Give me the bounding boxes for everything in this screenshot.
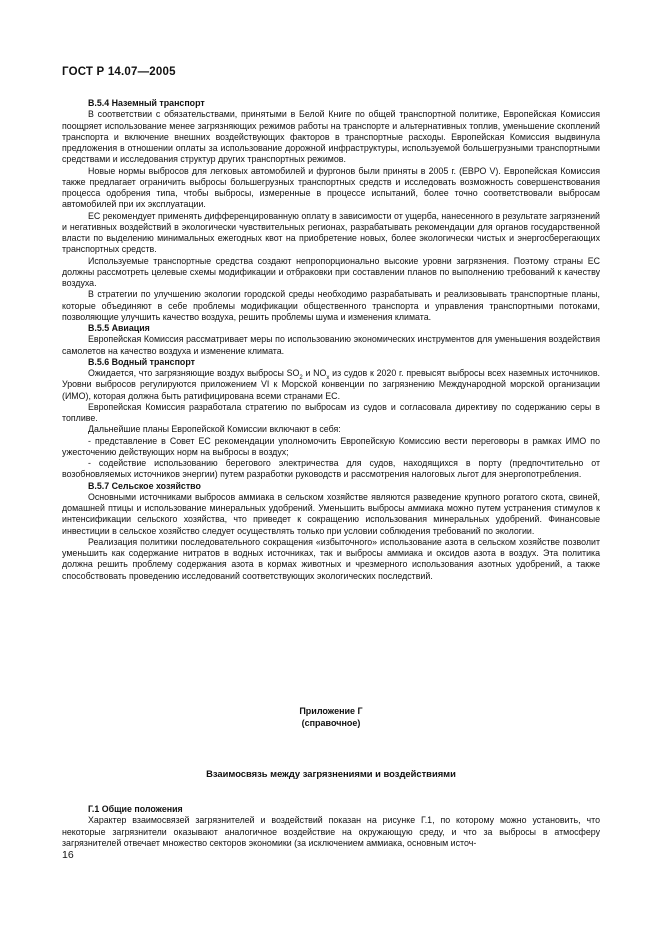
paragraph: В соответствии с обязательствами, принятыми в Белой Книге по общей транспортной политике, Европейская Комиссия поощряет использование менее загрязняющих режимов работы на транспорте и альтернативных топлив, уменьшение скоплений транспорта и включение внешних воздействующих факторов в транспортные расходы. Европейская Комиссия выдвинула предложения в отношении оплаты за использование дорожной инфраструктуры, используемой большегрузными транспортными средствами и исследования структур других транспортных режимов. bbox=[62, 109, 600, 165]
paragraph-text-part: Ожидается, что загрязняющие воздух выбросы SO bbox=[88, 368, 300, 378]
subscript: x bbox=[326, 374, 330, 381]
list-item: - представление в Совет ЕС рекомендации уполномочить Европейскую Комиссию вести переговоры в рамках ИМО по ужесточению действующих норм на выбросы в воздух; bbox=[62, 435, 600, 457]
paragraph: Европейская Комиссия разработала стратегию по выбросам из судов и согласовала директиву по содержанию серы в топливе. bbox=[62, 401, 600, 423]
appendix-type: (справочное) bbox=[301, 717, 361, 728]
paragraph-text-part: и NO bbox=[302, 368, 327, 378]
section-b-body bbox=[62, 98, 600, 582]
subscript: 2 bbox=[299, 374, 303, 381]
paragraph: Новые нормы выбросов для легковых автомобилей и фургонов были приняты в 2005 г. (ЕВРО V). Европейская Комиссия также предлагает ограничить выбросы большегрузных транспортных средств и исследовать возможность совершенствования процесса одобрения типа, чтобы выбросы, измеренные в процессе испытаний, более точно соответствовали выбросам автомобилей при их эксплуатации. bbox=[62, 165, 600, 210]
paragraph-with-formula bbox=[62, 368, 600, 402]
section-heading: В.5.6 Водный транспорт bbox=[88, 356, 195, 367]
document-code-header: ГОСТ Р 14.07—2005 bbox=[62, 66, 176, 78]
page-number: 16 bbox=[62, 849, 74, 861]
list-item: - содействие использованию берегового электричества для судов, находящихся в порту (предпочтительно от возобновляемых источников энергии) путем разработки руководств и рассмотрения налоговых льгот для энергопотребления. bbox=[62, 458, 600, 480]
section-heading: Г.1 Общие положения bbox=[88, 804, 183, 814]
paragraph: Основными источниками выбросов аммиака в сельском хозяйстве являются разведение крупного рогатого скота, свиней, домашней птицы и использование минеральных удобрений. Уменьшить выбросы аммиака можно путем устранения стимулов к интенсификации сельского хозяйства, что приведет к сокращению использования минеральных удобрений. Финансовые инвестиции в сельское хозяйство следует осуществлять только при условии соблюдения требований по экологии. bbox=[62, 491, 600, 536]
paragraph: Используемые транспортные средства создают непропорционально высокие уровни загрязнения. Поэтому страны ЕС должны рассмотреть целевые схемы модификации и отбраковки при составлении планов по выполнению требований к качеству воздуха. bbox=[62, 255, 600, 288]
paragraph-text-part: из судов к 2020 г. превысят выбросы всех наземных источников. Уровни выбросов регулируются приложением VI к Морской конвенции по загрязнению Международной морской организации (ИМО), которая должна быть ратифицирована всеми странами ЕС. bbox=[62, 368, 600, 401]
paragraph: В стратегии по улучшению экологии городской среды необходимо разрабатывать и реализовывать транспортные планы, которые объединяют в себе проблемы модификации общественного транспорта и управления транспортными потоками, позволяющие улучшить качество воздуха, решить проблемы шума и изменения климата. bbox=[62, 289, 600, 322]
paragraph: Европейская Комиссия рассматривает меры по использованию экономических инструментов для уменьшения воздействия самолетов на качество воздуха и изменение климата. bbox=[62, 334, 600, 356]
paragraph: Характер взаимосвязей загрязнителей и воздействий показан на рисунке Г.1, по которому можно установить, что некоторые загрязнители оказывают аналогичное воздействие на окружающую среду, и что за выбросы в атмосферу загрязнителей отвечает множество секторов экономики (за исключением аммиака, основным источ- bbox=[62, 815, 600, 848]
section-heading: В.5.5 Авиация bbox=[88, 323, 150, 333]
section-heading: В.5.7 Сельское хозяйство bbox=[88, 480, 201, 491]
section-g-body bbox=[62, 804, 600, 849]
paragraph: ЕС рекомендует применять дифференцированную оплату в зависимости от ущерба, нанесенного в результате загрязнений и негативных воздействий в экологически чувствительных регионах, разрабатывать рекомендации для органов государственной власти по выделению минимальных ежегодных квот на приобретение новых, более экологически чистых и энергосберегающих транспортных средств. bbox=[62, 210, 600, 255]
appendix-label: Приложение Г bbox=[299, 706, 363, 716]
paragraph: Реализация политики последовательного сокращения «избыточного» использование азота в сельском хозяйстве позволит уменьшить как содержание нитратов в водных источниках, так и выбросы аммиака и оксидов азота в воздух. Эта политика должна решить проблему содержания азота в кормах животных и чрезмерного использования азотных удобрений, а также способствовать проведению исследований соответствующих экологических последствий. bbox=[62, 536, 600, 581]
appendix-title: Взаимосвязь между загрязнениями и воздействиями bbox=[206, 768, 456, 779]
section-heading: В.5.4 Наземный транспорт bbox=[88, 98, 205, 108]
appendix-heading bbox=[62, 706, 600, 729]
paragraph: Дальнейшие планы Европейской Комиссии включают в себя: bbox=[88, 424, 341, 435]
